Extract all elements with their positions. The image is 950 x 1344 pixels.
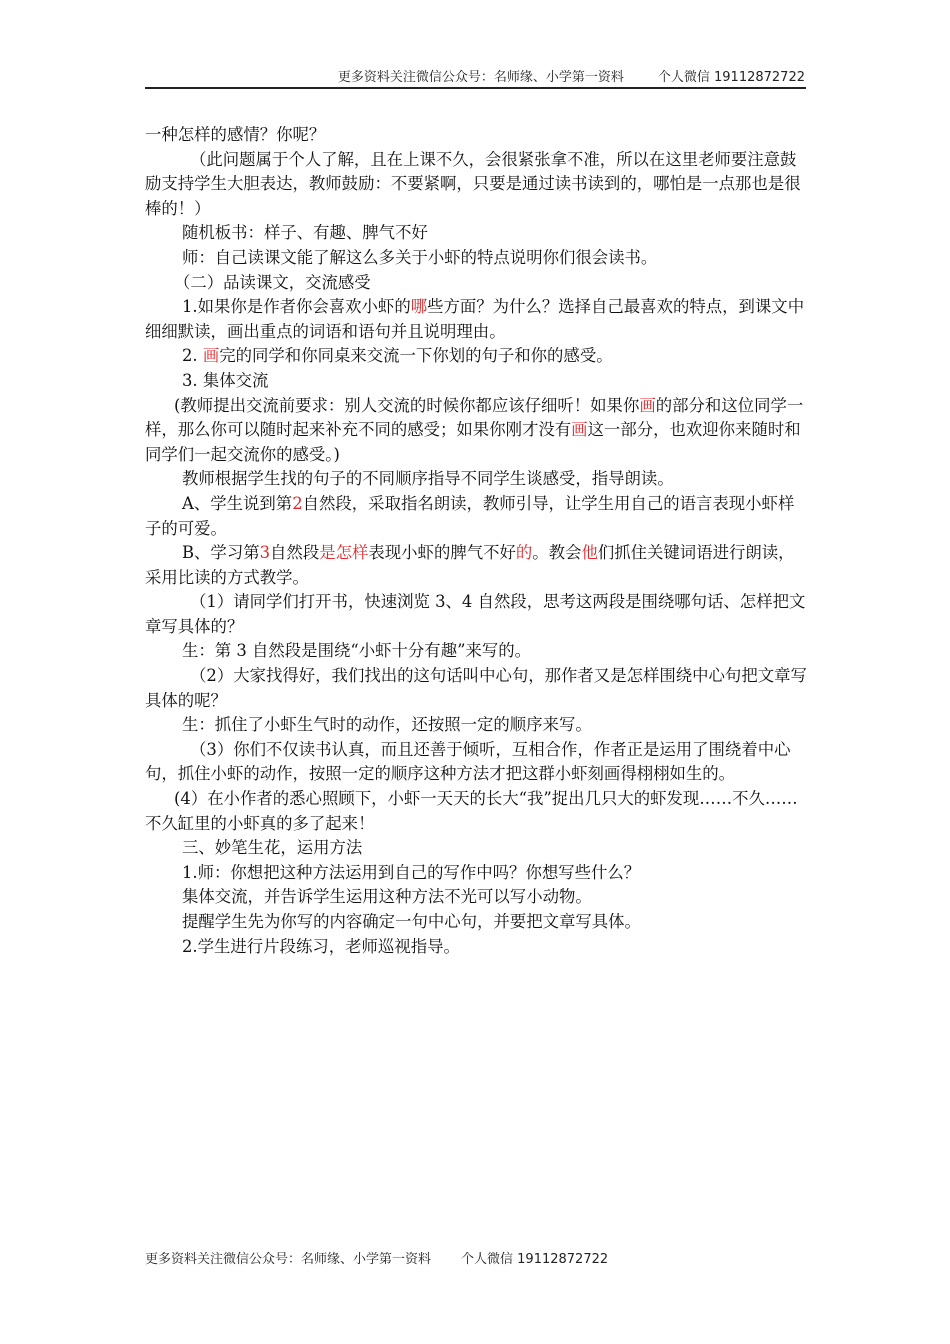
paragraph: 生：抓住了小虾生气时的动作，还按照一定的顺序来写。 (182, 715, 592, 735)
text-run: 完的同学和你同桌来交流一下你划的句子和你的感受。 (219, 346, 613, 366)
paragraph: （2）大家找得好，我们找出的这句话叫中心句，那作者又是怎样围绕中心句把文章写具体的呢？ (145, 666, 807, 710)
paragraph (145, 492, 810, 541)
text-run: A、学生说到第 (182, 493, 293, 513)
document-body (145, 123, 810, 959)
paragraph: 生：第 3 自然段是围绕“小虾十分有趣”来写的。 (182, 641, 532, 661)
text-run: 这一部分，也欢迎你来随时和同学们一起交流你的感受。) (145, 420, 801, 464)
highlight-text: 画 (571, 420, 588, 440)
page-header (145, 66, 805, 85)
highlight-text: 的 (515, 543, 533, 563)
paragraph (145, 295, 810, 344)
paragraph: 3. 集体交流 (182, 370, 269, 390)
text-run: 。教会 (532, 543, 582, 563)
highlight-text: 哪 (410, 297, 428, 317)
paragraph: 集体交流，并告诉学生运用这种方法不光可以写小动物。 (182, 887, 592, 907)
paragraph (145, 541, 810, 590)
paragraph: 一种怎样的感情？你呢？ (145, 125, 326, 144)
paragraph: 师：自己读课文能了解这么多关于小虾的特点说明你们很会读书。 (182, 247, 658, 267)
paragraph: （此问题属于个人了解，且在上课不久，会很紧张拿不准，所以在这里老师要注意鼓励支持学生大胆表达，教师鼓励：不要紧啊，只要是通过读书读到的，哪怕是一点那也是很棒的！） (145, 149, 801, 218)
footer-right-text: 个人微信 19112872722 (461, 1252, 609, 1267)
text-run: 些方面？为什么？选择自己最喜欢的特点，到课文中细细默读，画出重点的词语和语句并且说明理由。 (145, 297, 805, 341)
highlight-text: 画 (202, 346, 220, 366)
paragraph (145, 394, 810, 468)
text-run: B、学习第 (182, 543, 260, 563)
page-footer (145, 1248, 608, 1267)
paragraph: （1）请同学们打开书，快速浏览 3、4 自然段，思考这两段是围绕哪句话、怎样把文章写具体的？ (145, 592, 806, 636)
highlight-text: 画 (639, 395, 656, 415)
highlight-text: 3 (259, 543, 271, 563)
text-run: 们抓住关键词语进行朗读，采用比读的方式教学。 (145, 543, 795, 587)
header-rule (145, 87, 806, 89)
highlight-text: 2 (292, 493, 303, 513)
highlight-text: 他 (581, 543, 598, 563)
paragraph: 2.学生进行片段练习，老师巡视指导。 (182, 936, 460, 956)
text-run: 自然段 (270, 543, 320, 563)
paragraph (145, 344, 810, 369)
text-run: 的部分和这位同学一样，那么你可以随时起来补充不同的感受；如果你刚才没有 (145, 395, 804, 440)
section-heading: 三、妙笔生花，运用方法 (182, 838, 363, 858)
paragraph: 教师根据学生找的句子的不同顺序指导不同学生谈感受，指导朗读。 (182, 469, 674, 489)
text-run: (教师提出交流前要求：别人交流的时候你都应该仔细听！如果你 (174, 395, 640, 415)
paragraph: (4）在小作者的悉心照顾下，小虾一天天的长大“我”捉出几只大的虾发现……不久……不久缸里的小虾真的多了起来！ (145, 789, 798, 833)
section-heading: （二）品读课文，交流感受 (174, 272, 371, 292)
paragraph: 提醒学生先为你写的内容确定一句中心句，并要把文章写具体。 (182, 912, 641, 931)
text-run: 1.如果你是作者你会喜欢小虾的 (182, 297, 411, 317)
text-run: 自然段，采取指名朗读，教师引导，让学生用自己的语言表现小虾样子的可爱。 (145, 493, 795, 538)
text-run: 2. (182, 346, 203, 366)
paragraph: 1.师：你想把这种方法运用到自己的写作中吗？你想写些什么？ (182, 862, 641, 882)
highlight-text: 是怎样 (319, 543, 369, 563)
header-left-text: 更多资料关注微信公众号：名师缘、小学第一资料 (337, 70, 624, 85)
header-right-text: 个人微信 19112872722 (657, 70, 805, 85)
paragraph: （3）你们不仅读书认真，而且还善于倾听，互相合作，作者正是运用了围绕着中心句，抓住小虾的动作，按照一定的顺序这种方法才把这群小虾刻画得栩栩如生的。 (145, 739, 791, 784)
paragraph: 随机板书：样子、有趣、脾气不好 (182, 223, 428, 243)
text-run: 表现小虾的脾气不好 (368, 543, 516, 563)
footer-left-text: 更多资料关注微信公众号：名师缘、小学第一资料 (145, 1252, 432, 1267)
